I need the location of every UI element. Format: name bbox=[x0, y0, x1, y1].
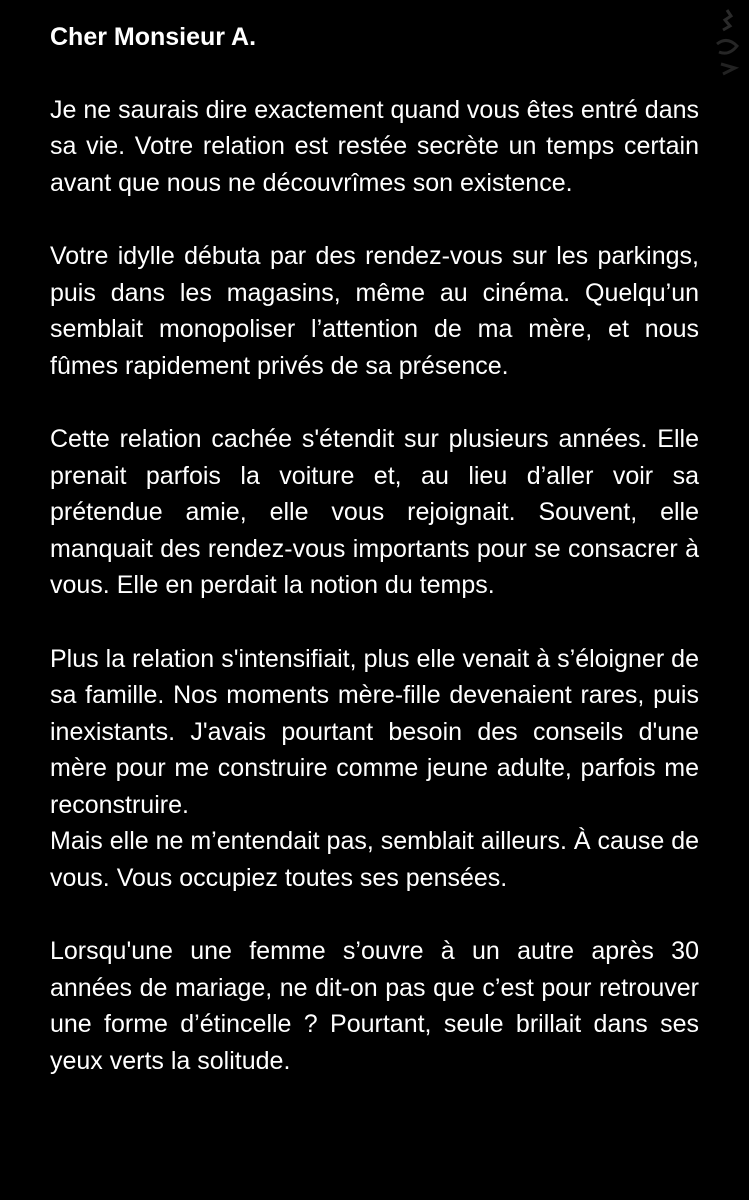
letter-paragraph: Je ne saurais dire exactement quand vous êtes entré dans sa vie. Votre relation est restée secrète un temps certain avant que nous ne découvrîmes son existence. bbox=[50, 95, 700, 197]
corner-watermark-icon bbox=[709, 6, 745, 76]
letter-paragraph: Cette relation cachée s'étendit sur plusieurs années. Elle prenait parfois la voiture et, au lieu d’aller voir sa prétendue amie, elle vous rejoignait. Souvent, elle manquait des rendez-vous importants pour se consacrer à vous. Elle en perdait la notion du temps. bbox=[50, 424, 699, 600]
paragraph-spacer bbox=[50, 897, 699, 934]
paragraph-spacer bbox=[50, 384, 699, 421]
letter-paragraph: Votre idylle débuta par des rendez-vous sur les parkings, puis dans les magasins, même au cinéma. Quelqu’un semblait monopoliser l’attention de ma mère, et nous fûmes rapidement privés de sa présence. bbox=[50, 241, 699, 380]
letter-page bbox=[50, 19, 699, 1080]
letter-greeting: Cher Monsieur A. bbox=[50, 23, 257, 51]
letter-paragraph: Plus la relation s'intensifiait, plus elle venait à s’éloigner de sa famille. Nos moments mère-fille devenaient rares, puis inexistants. J'avais pourtant besoin des conseils d'une mère pour me construire comme jeune adulte, parfois me reconstruire. bbox=[50, 644, 699, 819]
paragraph-spacer bbox=[50, 604, 699, 641]
letter-paragraph: Lorsqu'une une femme s’ouvre à un autre après 30 années de mariage, ne dit-on pas que c’est pour retrouver une forme d’étincelle ? Pourtant, seule brillait dans ses yeux verts la solitude. bbox=[50, 937, 699, 1076]
paragraph-spacer bbox=[50, 55, 699, 92]
letter-paragraph: Mais elle ne m’entendait pas, semblait ailleurs. À cause de vous. Vous occupiez toutes ses pensées. bbox=[50, 827, 699, 893]
paragraph-spacer bbox=[50, 201, 699, 238]
